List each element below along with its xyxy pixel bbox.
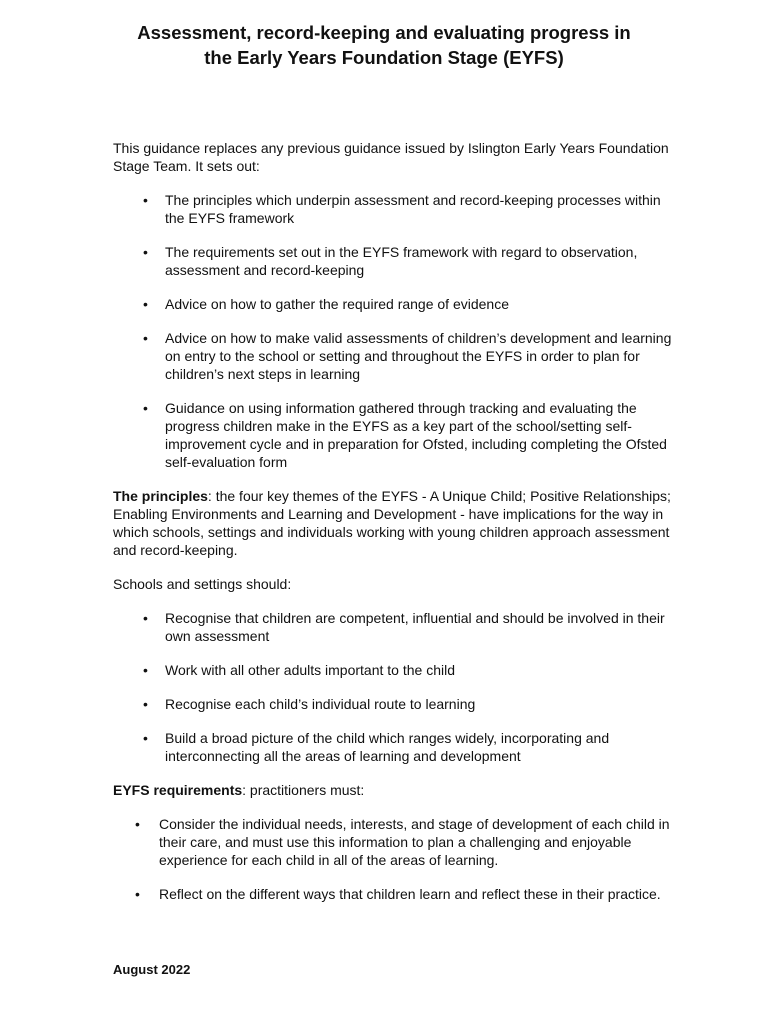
list-item-text: Advice on how to make valid assessments of children’s development and learning on entry to the school or setting and throughout the EYFS in order to plan for children’s next steps in learning bbox=[165, 330, 672, 382]
list-item bbox=[113, 329, 673, 383]
list-item-text: Recognise each child’s individual route to learning bbox=[165, 696, 476, 712]
requirements-paragraph bbox=[113, 781, 673, 799]
bullet-icon: • bbox=[135, 886, 140, 902]
title-line-2: the Early Years Foundation Stage (EYFS) bbox=[204, 47, 564, 68]
list-item bbox=[113, 729, 673, 765]
intro-bullet-list bbox=[113, 191, 673, 471]
bullet-icon: • bbox=[143, 696, 148, 712]
list-item bbox=[113, 295, 673, 313]
list-item-text: The principles which underpin assessment and record-keeping processes within the EYFS framework bbox=[165, 192, 661, 226]
list-item-text: Guidance on using information gathered through tracking and evaluating the progress children make in the EYFS as a key part of the school/setting self-improvement cycle and in preparation for Ofsted, including completing the Ofsted self-evaluation form bbox=[165, 400, 667, 470]
bullet-icon: • bbox=[135, 816, 140, 832]
list-item bbox=[113, 695, 673, 713]
bullet-icon: • bbox=[143, 730, 148, 746]
bullet-icon: • bbox=[143, 296, 148, 312]
bullet-icon: • bbox=[143, 192, 148, 208]
footer-date: August 2022 bbox=[113, 962, 191, 977]
bullet-icon: • bbox=[143, 610, 148, 626]
list-item-text: Recognise that children are competent, influential and should be involved in their own assessment bbox=[165, 610, 665, 644]
page-title bbox=[0, 20, 768, 70]
title-line-1: Assessment, record-keeping and evaluating progress in bbox=[137, 22, 631, 43]
list-item-text: Advice on how to gather the required range of evidence bbox=[165, 296, 510, 312]
list-item-text: Consider the individual needs, interests, and stage of development of each child in their care, and must use this information to plan a challenging and enjoyable experience for each child in all of the areas of learning. bbox=[159, 816, 670, 868]
requirements-bullet-list bbox=[113, 815, 673, 903]
list-item bbox=[113, 243, 673, 279]
bullet-icon: • bbox=[143, 662, 148, 678]
requirements-heading: EYFS requirements bbox=[113, 782, 243, 798]
bullet-icon: • bbox=[143, 244, 148, 260]
list-item bbox=[113, 815, 673, 869]
list-item-text: Build a broad picture of the child which ranges widely, incorporating and interconnecting all the areas of learning and development bbox=[165, 730, 610, 764]
requirements-text: : practitioners must: bbox=[242, 782, 365, 798]
bullet-icon: • bbox=[143, 330, 148, 346]
schools-intro: Schools and settings should: bbox=[113, 576, 292, 592]
bullet-icon: • bbox=[143, 400, 148, 416]
list-item bbox=[113, 609, 673, 645]
principles-heading: The principles bbox=[113, 488, 208, 504]
list-item bbox=[113, 191, 673, 227]
intro-paragraph: This guidance replaces any previous guidance issued by Islington Early Years Foundation Stage Team. It sets out: bbox=[113, 140, 669, 174]
principles-text: : the four key themes of the EYFS - A Unique Child; Positive Relationships; Enabling Environments and Learning and Development - have implications for the way in which schools, settings and individuals working with young children approach assessment and record-keeping. bbox=[113, 488, 671, 558]
schools-bullet-list bbox=[113, 609, 673, 765]
document-body bbox=[113, 139, 673, 919]
list-item bbox=[113, 885, 673, 903]
list-item-text: Work with all other adults important to the child bbox=[165, 662, 455, 678]
list-item bbox=[113, 399, 673, 471]
list-item-text: Reflect on the different ways that children learn and reflect these in their practice. bbox=[159, 886, 661, 902]
list-item-text: The requirements set out in the EYFS framework with regard to observation, assessment and record-keeping bbox=[165, 244, 638, 278]
principles-paragraph bbox=[113, 487, 673, 559]
list-item bbox=[113, 661, 673, 679]
